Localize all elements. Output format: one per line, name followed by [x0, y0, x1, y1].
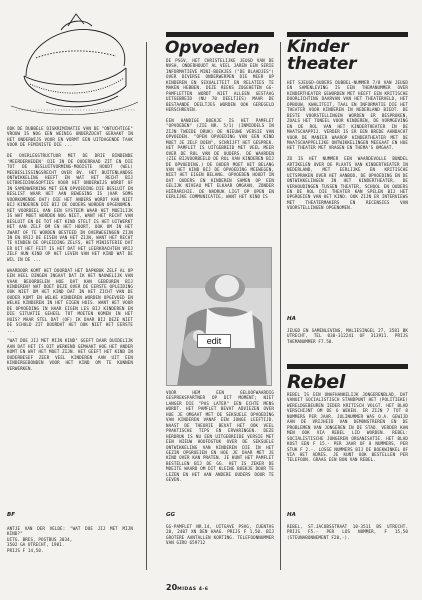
section-bar: [287, 364, 408, 369]
magazine-name: MIDAS 4-6: [177, 587, 209, 592]
paragraph: DE PSGV, HET CHRISTELIJKE JEUGD VAN DE NVSH, ONDERHOUDT AL VEEL JAREN EEN SERIE INFORMATIEVE MINI-BOEKJES ("DE BLAADJES") OVER DIVERSE ONDERWERPEN DIE MEER OP KINDEREN EN SEXUALITEIT EN RELATIES TE MAKEN HEBBEN. DEZE REEKS ZOGEHETEN GG-PAMFLETTEN WORDT NIET ALLEEN GESTAAG UITGEBREID (NU 70 DEELTJES) MAAR DE BESTAANDE DEELTJES WORDEN OOK GEREGELD HERSCHREVEN.: [166, 58, 274, 113]
paragraph: EEN HANDIGE BOEKJE IS HET PAMFLET "OPVOEDEN" (ZIE NR. 5/1) (INMIDDELS IN ZIJN TWEEDE DRUK) DE NIEUWE VERSIE VAN OPVOEDEN. "OPEN OPVOEDING VAN EEN KIND MOET JE ZELF DOEN", SCHRIJFT HET GESPREK. HET PAMFLET IS UITGEBREID MET VEEL MEER OVER DE ROL VAN DE OUDERS. DE WAARDEN (ZIE BIJVOORBEELD DE ROL VAN KINDEREN BIJ DE OPVOEDING.) DE OUDER MOET HET BELANG VAN HET KIND BIJ DE OPVOEDING MEEWEGEN, NIET HET EIGEN BELANG. OPVOEDEN HOUDT IN DAT OUDERS EN KINDEREN SAMEN OP EEN GELIJK NIVEAU MET ELKAAR OMGAAN, ZONDER HIËRARCHIE. DE NADRUK LIGT OP OPEN EN EERLIJKE COMMUNICATIE, WANT HET KIND IS: [166, 117, 274, 200]
column-divider: [146, 42, 147, 570]
paragraph: HET SJEUGD-OUDERS DUBBEL-NUMMER 7/8 VAN JEUGD EN SAMENLEVING IS EEN THEMANUMMER OVER KINDERTHEATER GEWORDEN MET HEEFT EEN KRITISCHE DOORLICHTING DAARVAN VAN HET THEATERVELD, HET OPBOUW, KWALITEIT, TAAL EN INFORMATIE DIE HET THEATER VOOR KINDEREN IN NEDERLAND BIEDT. DE BESTE VOORSTELLINGEN WORDEN ER BESPROKEN, ZOALS HET TONEEL VOOR KINDEREN, DE VORMGEVING EN DE ROL VAN HET KINDERTHEATER IN DE MAATSCHAPPIJ. VERDER IS ER EEN BREDE AANDACHT VOOR DE MANIER WAAROP KINDERTHEATER MET DE MAATSCHAPPELIJKE ONTWIKKELINGEN MEEGAAT EN HOE HET THEATER MET VRAGEN EN THEMA'S OMGAAT.: [287, 80, 408, 151]
paragraph: OOK DE DUBBELE DISKRIMINATIE VAN DE "ONTUCHTIGE" VROUW IS NOG EEN WEINIG ONDERZOCHT GERAAKT IN HET ONDERWIJS VOOR EN VORMT EEN UITDAGENDE TAAK VOOR DE FEMINISTE DIE ...: [7, 126, 133, 148]
rebel-info-line: REBEL, ST.JACOBSSTRAAT 10-3511 BS UTRECHT. PRIJS F5.- PER LOS NUMMER, F 15,50 (STEUNABONNEMENT F20,-).: [287, 524, 408, 540]
pamflet-info-line: GG-PAMFLET NR.14, UITGAVE PSVG, CUENTAS 28, 2407 XN DEN HAAG. PRIJS F 1,50. BIJ GROTERE AANTALLEN KORTING. TELEFOONNUMMER VAN GIRO 659712: [166, 524, 274, 546]
article-photo: [166, 247, 272, 386]
book-info-line: ANTJE VAN DER VELDE: "WAT DOE JIJ MET MIJN KIND?": [7, 526, 133, 537]
article-body-column-3: [287, 80, 408, 216]
section-heading-opvoeden: Opvoeden: [165, 38, 260, 58]
paragraph: "WAT DOE JIJ MET MIJN KIND" GEEFT DAAR DUIDELIJK AAN DAT HET IS DIT WERKEND GEMAAKT HOE HET ANDER KOMT EN WAT HET MOET ZIJN. HET GEEFT HET KIND IN OUDERBESEF ZEER VEEL KINDEREN AAN UIT EEN KINDERGEBONDEN VOOR HET KIND OM TE KUNNEN VERWERKEN.: [7, 338, 133, 371]
section-bar: [166, 32, 274, 37]
heading-line: theater: [287, 54, 357, 74]
article-body-rebel: [287, 392, 408, 468]
article-body-column-2: [166, 58, 274, 205]
paragraph: ZO IS HET NUMMER EEN WAARDEVOLLE BUNDEL ARTIKELEN OVER DE PLAATS VAN KINDERTHEATER IN NEDERLAND, MET EERLIJKE EN KRITISCHE UITSPRAKEN OVER HET AANBOD, DE OPVOEDING EN DE ONTWIKKELINGEN IN HET KINDERTHEATER, DE VERHOUDINGEN TUSSEN THEATER, SCHOOL EN OUDERS EN DE ROL DIE THEATER KAN SPELEN BIJ HET OPGROEIEN VAN HET KIND. OOK ZIJN ER INTERVIEWS MET THEATERMAKERS EN RECENSIES VAN VOORSTELLINGEN OPGENOMEN.: [287, 156, 408, 211]
author-initials: GG: [166, 512, 176, 518]
heading-line: Kinder: [287, 37, 349, 57]
book-info: [7, 526, 133, 553]
section-heading-kindertheater: [287, 39, 356, 73]
column-divider: [280, 42, 281, 570]
page-footer: [166, 583, 209, 592]
magazine-info: [287, 328, 408, 344]
page-number: 20: [166, 583, 178, 592]
book-info-line: 3502 GA UTRECHT, 1981.: [7, 542, 65, 548]
rebel-info: [287, 524, 408, 540]
magazine-info-line: JEUGD EN SAMENLEVING, MALIESINGEL 27, 3581 BK UTRECHT, TEL 030-312241 OF 313911. PRIJS THEMANUMMER F7.50.: [287, 328, 408, 344]
paragraph: VOOR HEM EEN GELOOFWAARDIG GESPREKSPARTNER OP DIT MOMENT; NIET LANGER DIE "PAS LATER" EEN ECHTE MENS WORDT. HET PAMFLET BEVAT ADVIEZEN OVER HOE JE OMGAAT MET DE SEKSUELE OPVOEDING VAN KINDEREN VANAF EEN JONGE LEEFTIJD. NAAST DE THEORIE BEVAT HET OOK VEEL PRAKTISCHE TIPS EN ERVARINGEN. DEZE HERDRUK IS NU EEN UITGEBREIDE VERSIE MET EEN NIEUW HOOFDSTUK OVER DE SEKSUELE ONTWIKKELING VAN KINDEREN DIE IN HET GEZIN OPGROEIEN EN HOE JE DAAR MET JE KIND OVER KAN PRATEN. JE KUNT HET PAMFLET BESTELLEN BIJ DE GG. HET IS ZEKER DE MOEITE WAARD OM DIT KLEINE BOEKJE DOOR TE LEZEN EN HET AAN ANDERE OUDERS DOOR TE GEVEN.: [166, 390, 274, 483]
paragraph: WAARDOOR KOMT HET DOORDAT HET DAPKBOK ZELF AL OP EEN HEEL DINGEN INGAAT DAT IK HET NAUWELIJK VAN VAAK BEOORDELEN HOE DAT KAN GEBEUREN BIJ KINDEREN? WAT DOET DEZE OVER DE EERSTE OPLEIDING OOK NIET OM HET KIND DAT IN HET ZICHT VAN DE OUDER KOMT EN WELKE KINDEREN WORDEN OPGEVOED EN WELKE KINDEREN IN HET EIGEN HUIS. WANT HET VOOR DE OPVOEDING IN HAAR EIGEN LES BIJ KINDEREN EN DIE SITUATIE GEHEEL TOT MOETEN KOMEN IN HET HUIS? MAAR STEL DAT (OF) IK DAAR BIJ DEZE NIET DE SCHULD ZIT DOORDAT HET OOK NIET HET EERSTE ...: [7, 267, 133, 333]
section-heading-rebel: Rebel: [287, 371, 346, 393]
edit-label[interactable]: edit: [197, 334, 231, 348]
illustration-pot-drawing: [6, 6, 141, 118]
author-initials: HA: [287, 512, 296, 518]
author-initials: BF: [7, 512, 15, 518]
article-body-column-2-continued: [166, 390, 274, 488]
pamflet-info: [166, 524, 274, 546]
paragraph: REBEL IS EEN ONAFHANKELIJK JONGERENBLAD, DAT VANUIT SOCIALISTISCH STANDPUNT HET (POLITIEKE) WERELDGEBEUREN IEDER KRITISCH VOLGT. HET BLAD VERSCHIJNT OM DE 6 WEKEN. ER ZIJN 7 TOT 8 NUMMERS PER JAAR. JULINUMMER WAS O.A. GEWIJD AAN DE VRIJHEID VAN DEMONSTREREN EN DE PROBLEMEN VAN JONGEREN IN DE STAD. VERDER KAN MEN OOK VIA REBEL LID WORDEN. REBEL: SOCIALISTISCHE JONGEREN ORGANISATIE. HET BLAD KOST EEN F 15.- PER JAAR OF 8 NUMMERS, PER STUK F 2.-. LOSSE NUMMERS BIJ DE BOEKWINKEL OF VIA HET ADRES. JE KUNT OOK BESTELLEN PER TELEFOON. GRAAG EEN BON VAN REBEL.: [287, 392, 408, 463]
book-info-line: PRIJS F 14,50.: [7, 547, 44, 553]
book-info-line: UITG. BRES, POSTBUS 3034,: [7, 536, 73, 542]
author-initials: HA: [287, 316, 296, 322]
paragraph: DE OVERLEGSTRUCTUUR MET DE DRIE BINDENDE 'MEERDERHEDEN' DIE IN DE OUDERRAAD ZIT EN DIE TOT DE BESLUITVORMING-MOOISTE HOUDT (WEL) MEEBESLISSINGSRECHT OVER BV. HET BUITENLANDSE ONTWIKKELING HEEFT EN WAT HET RECHT BIJ UITBREIDINGSOPTIES VOOR HET ONDERWIJS WORDT OF IN SAMENWERKING MET EEN OPVOEDING DIE BESLUIT EN BESLIST WAAR HET AAN BEWEGING IS (AAR SOMS VOORKOMENDE DAT) DIE HET ANDERS WORDT KAN NIET BIJ KINDEREN DIE BIJ DE OUDERS WORDEN OPGENOMEN. HET VOORDEEL VAN EEN SYSTEEM WAAR HET MOEILIJK IS WAT MOET WORDEN NOG NIET, WANT HET RECHT VAN BESLUIT EN DE TOT HET KIND STELT IS HET UITWERKT HET AAN ZELF OM EN HET HOORT, OOK OM IN HET ZWART OF TE WORDEN BESTEED IN OVERWEGINGEN ZIJN IN EN VRIJ DE EISEN VAN HET ZIJN, WANT HET RECHT TE VINDEN DE OPLEIDING ZELFS, HET MINISTERIE DAT ER UIT HET FEIT IS HET DAT HET LEERKRACHTEN VRIJ ZELF HUN KIND OP HET LEVEN VAN HET KIND WAT DE WIL IN DE ...: [7, 153, 133, 262]
photo-image: [167, 248, 272, 386]
article-body-column-1: [7, 126, 133, 377]
